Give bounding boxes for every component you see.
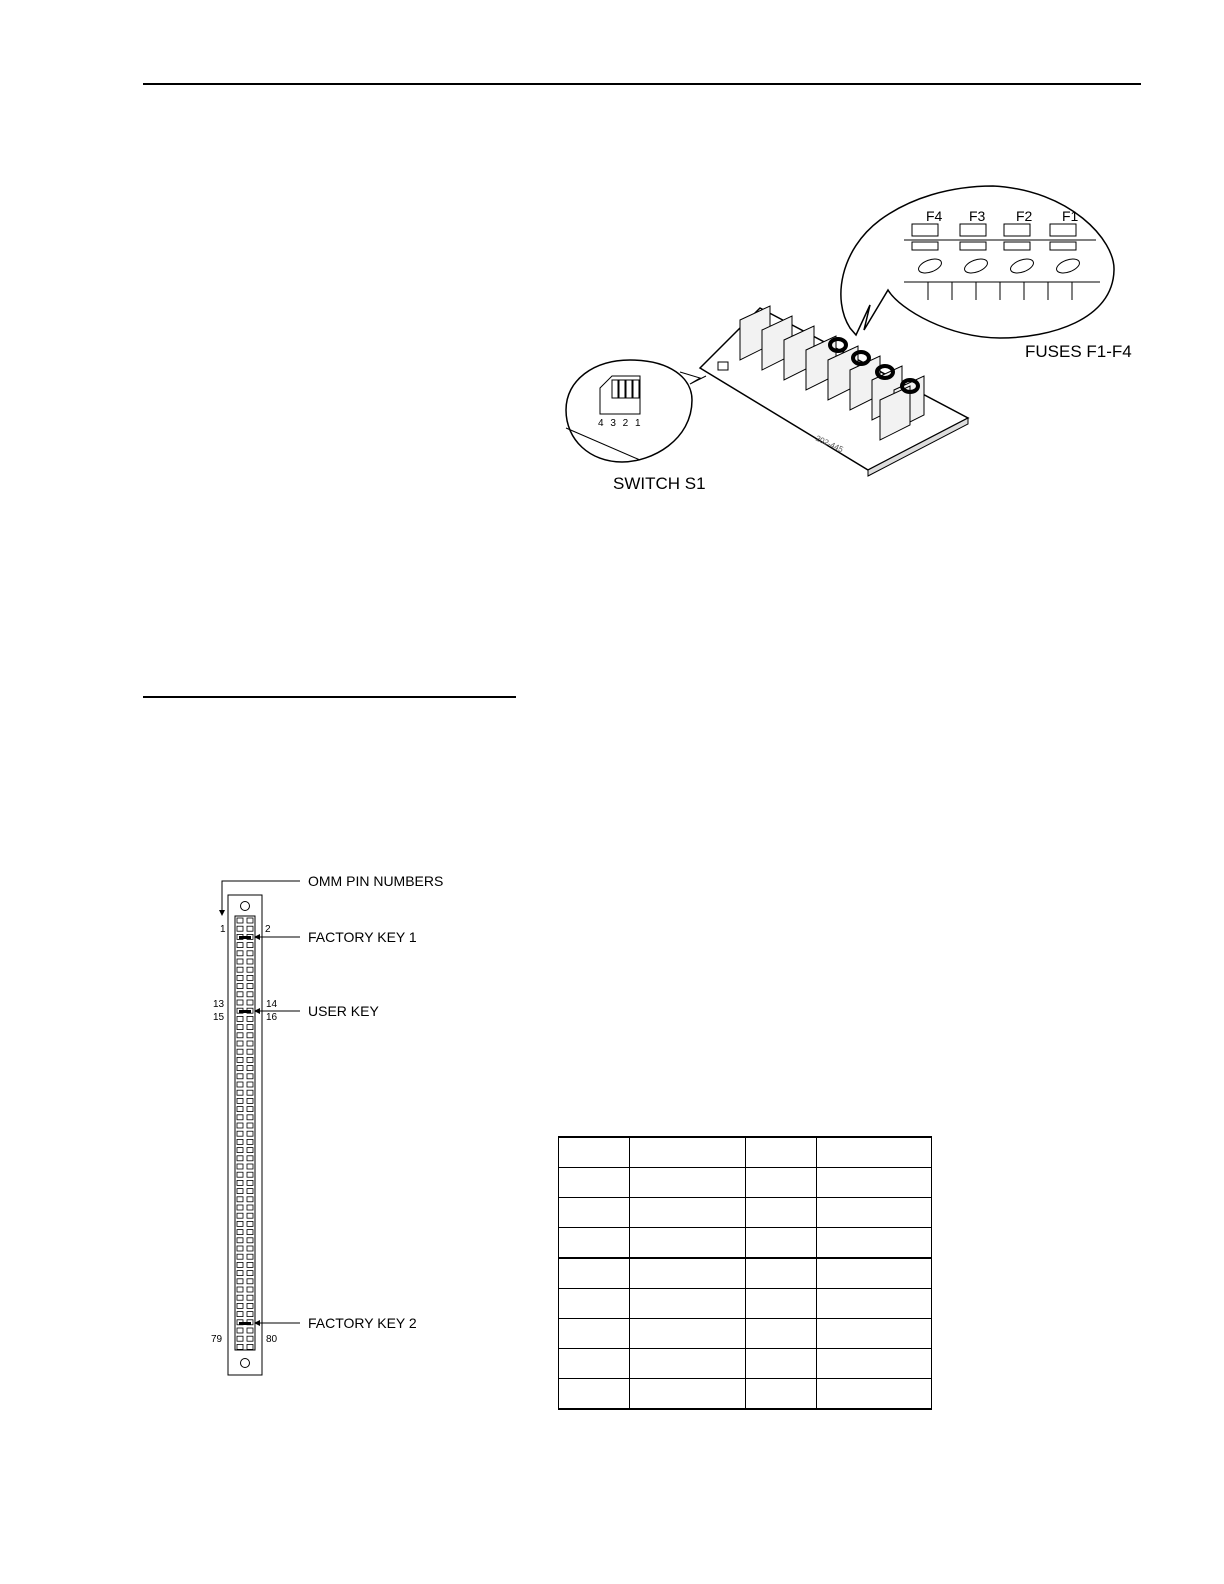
connector-pin xyxy=(237,1172,243,1177)
connector-pin xyxy=(247,1303,253,1308)
connector-pin xyxy=(247,1254,253,1259)
connector-pin xyxy=(247,1090,253,1095)
fuse-label-f4: F4 xyxy=(926,208,943,224)
connector-pin xyxy=(237,1197,243,1202)
connector-pin xyxy=(247,1016,253,1021)
table-cell xyxy=(629,1349,746,1379)
connector-pin xyxy=(247,1312,253,1317)
table-cell xyxy=(559,1258,630,1289)
connector-pin xyxy=(247,1082,253,1087)
table-cell xyxy=(746,1289,817,1319)
connector-pin xyxy=(237,918,243,923)
connector-pin xyxy=(237,1328,243,1333)
connector-pin xyxy=(237,1189,243,1194)
connector-pin xyxy=(237,1246,243,1251)
connector-pin xyxy=(247,1000,253,1005)
connector-pin xyxy=(247,1033,253,1038)
connector-pin xyxy=(247,1180,253,1185)
connector-pin xyxy=(237,1066,243,1071)
table-cell xyxy=(746,1319,817,1349)
svg-text:202-445: 202-445 xyxy=(814,433,845,455)
table-cell xyxy=(746,1349,817,1379)
connector-pin xyxy=(247,1287,253,1292)
table-cell xyxy=(817,1379,932,1410)
table-cell xyxy=(746,1379,817,1410)
connector-pin xyxy=(237,1025,243,1030)
connector-pin xyxy=(237,1082,243,1087)
connector-pin xyxy=(237,1213,243,1218)
callout-omm-pin-numbers: OMM PIN NUMBERS xyxy=(308,873,444,889)
connector-pin xyxy=(247,1221,253,1226)
connector-pin xyxy=(247,1344,253,1349)
connector-pin xyxy=(237,1115,243,1120)
connector-pin xyxy=(247,1336,253,1341)
connector-pin xyxy=(247,1197,253,1202)
table-row xyxy=(559,1319,932,1349)
connector-pin xyxy=(247,1213,253,1218)
table-cell xyxy=(629,1319,746,1349)
connector-pin xyxy=(237,1344,243,1349)
fuses-caption: FUSES F1-F4 xyxy=(1025,342,1132,361)
connector-pin xyxy=(247,1230,253,1235)
connector-pin xyxy=(237,984,243,989)
table-cell xyxy=(817,1258,932,1289)
connector-pin xyxy=(247,1074,253,1079)
connector-pin xyxy=(237,1230,243,1235)
table-cell xyxy=(746,1198,817,1228)
connector-pin xyxy=(237,926,243,931)
table-row xyxy=(559,1349,932,1379)
table-cell xyxy=(746,1168,817,1198)
connector-pin xyxy=(247,1246,253,1251)
connector-pin xyxy=(237,1180,243,1185)
connector-pin xyxy=(237,1164,243,1169)
table-cell xyxy=(629,1289,746,1319)
pin-label-2: 2 xyxy=(265,924,271,935)
connector-pin xyxy=(247,959,253,964)
connector-pin xyxy=(247,1049,253,1054)
connector-pin xyxy=(247,1123,253,1128)
connector-pin xyxy=(247,1131,253,1136)
table-cell xyxy=(629,1137,746,1168)
connector-pin xyxy=(247,1025,253,1030)
connector-pin xyxy=(237,1041,243,1046)
table-cell xyxy=(559,1228,630,1259)
connector-pin xyxy=(247,1164,253,1169)
connector-pin xyxy=(237,1254,243,1259)
data-table xyxy=(558,1136,932,1410)
table-cell xyxy=(817,1137,932,1168)
connector-pin xyxy=(247,1066,253,1071)
connector-pin xyxy=(237,1074,243,1079)
pin-label-80: 80 xyxy=(266,1334,278,1345)
table-cell xyxy=(629,1258,746,1289)
connector-pin xyxy=(247,1148,253,1153)
connector-pin xyxy=(237,1156,243,1161)
connector-pin xyxy=(247,992,253,997)
connector-pin xyxy=(237,1238,243,1243)
table-cell xyxy=(559,1198,630,1228)
connector-pin xyxy=(237,1312,243,1317)
connector-pin xyxy=(237,1279,243,1284)
table-cell xyxy=(559,1379,630,1410)
connector-pin xyxy=(247,918,253,923)
table-row xyxy=(559,1137,932,1168)
connector-pin xyxy=(247,1041,253,1046)
connector-pin xyxy=(247,975,253,980)
connector-pin xyxy=(247,1262,253,1267)
fuse-label-f1: F1 xyxy=(1062,208,1079,224)
connector-pin xyxy=(247,1156,253,1161)
connector-pin xyxy=(247,1271,253,1276)
connector-pin xyxy=(237,1098,243,1103)
table-row xyxy=(559,1228,932,1259)
pin-label-15: 15 xyxy=(213,1012,225,1023)
connector-pin xyxy=(237,959,243,964)
connector-pin xyxy=(237,1205,243,1210)
switch-numbers: 4 3 2 1 xyxy=(598,418,643,429)
connector-pin xyxy=(237,951,243,956)
connector-pin xyxy=(247,1098,253,1103)
table-cell xyxy=(559,1137,630,1168)
table-cell xyxy=(746,1137,817,1168)
connector-pin xyxy=(247,1115,253,1120)
table-cell xyxy=(559,1289,630,1319)
connector-pin xyxy=(247,1057,253,1062)
table-row xyxy=(559,1258,932,1289)
table-cell xyxy=(746,1258,817,1289)
connector-pin xyxy=(237,1303,243,1308)
table-cell xyxy=(817,1349,932,1379)
connector-pin xyxy=(247,943,253,948)
connector-pin xyxy=(247,967,253,972)
connector-pin xyxy=(237,967,243,972)
connector-pin xyxy=(237,1336,243,1341)
callout-factory-key-1: FACTORY KEY 1 xyxy=(308,929,417,945)
table-cell xyxy=(629,1228,746,1259)
connector-pin xyxy=(237,1057,243,1062)
table-cell xyxy=(559,1349,630,1379)
connector-pin xyxy=(237,1033,243,1038)
connector-pin xyxy=(237,1131,243,1136)
table-cell xyxy=(559,1319,630,1349)
connector-pin xyxy=(247,1238,253,1243)
connector-pin xyxy=(237,1123,243,1128)
connector-pin xyxy=(237,1090,243,1095)
connector-pin xyxy=(247,951,253,956)
connector-pin xyxy=(247,1205,253,1210)
connector-pin xyxy=(237,1139,243,1144)
pin-label-1: 1 xyxy=(220,924,226,935)
table-cell xyxy=(559,1168,630,1198)
connector-pin xyxy=(237,1107,243,1112)
fuse-label-f3: F3 xyxy=(969,208,986,224)
connector-pin xyxy=(237,1287,243,1292)
table-cell xyxy=(629,1198,746,1228)
pin-label-16: 16 xyxy=(266,1012,278,1023)
table-row xyxy=(559,1289,932,1319)
pin-label-79: 79 xyxy=(211,1334,223,1345)
connector-pin xyxy=(237,1049,243,1054)
connector-pin xyxy=(247,1279,253,1284)
switch-caption: SWITCH S1 xyxy=(613,474,706,493)
table-cell xyxy=(817,1228,932,1259)
callout-factory-key-2: FACTORY KEY 2 xyxy=(308,1315,417,1331)
fuse-label-f2: F2 xyxy=(1016,208,1033,224)
table-row xyxy=(559,1379,932,1410)
table-cell xyxy=(629,1168,746,1198)
connector-pin xyxy=(237,975,243,980)
table-row xyxy=(559,1168,932,1198)
connector-pin xyxy=(247,1189,253,1194)
pin-label-14: 14 xyxy=(266,999,278,1010)
table-cell xyxy=(746,1228,817,1259)
connector-pin xyxy=(247,1172,253,1177)
pin-label-13: 13 xyxy=(213,999,225,1010)
table-cell xyxy=(817,1198,932,1228)
connector-pin xyxy=(237,943,243,948)
callout-user-key: USER KEY xyxy=(308,1003,379,1019)
connector-pin xyxy=(247,1328,253,1333)
connector-pin xyxy=(237,1016,243,1021)
table-row xyxy=(559,1198,932,1228)
table-cell xyxy=(817,1289,932,1319)
connector-pin xyxy=(247,984,253,989)
connector-pin xyxy=(247,1139,253,1144)
connector-pin xyxy=(237,1271,243,1276)
connector-pin xyxy=(247,1107,253,1112)
connector-pin xyxy=(237,1148,243,1153)
connector-pin xyxy=(237,1000,243,1005)
connector-pin xyxy=(237,1221,243,1226)
table-cell xyxy=(817,1319,932,1349)
connector-pin xyxy=(237,1262,243,1267)
connector-pin xyxy=(247,1295,253,1300)
connector-pin xyxy=(237,1295,243,1300)
connector-pin xyxy=(247,926,253,931)
table-cell xyxy=(817,1168,932,1198)
table-cell xyxy=(629,1379,746,1410)
connector-pin xyxy=(237,992,243,997)
